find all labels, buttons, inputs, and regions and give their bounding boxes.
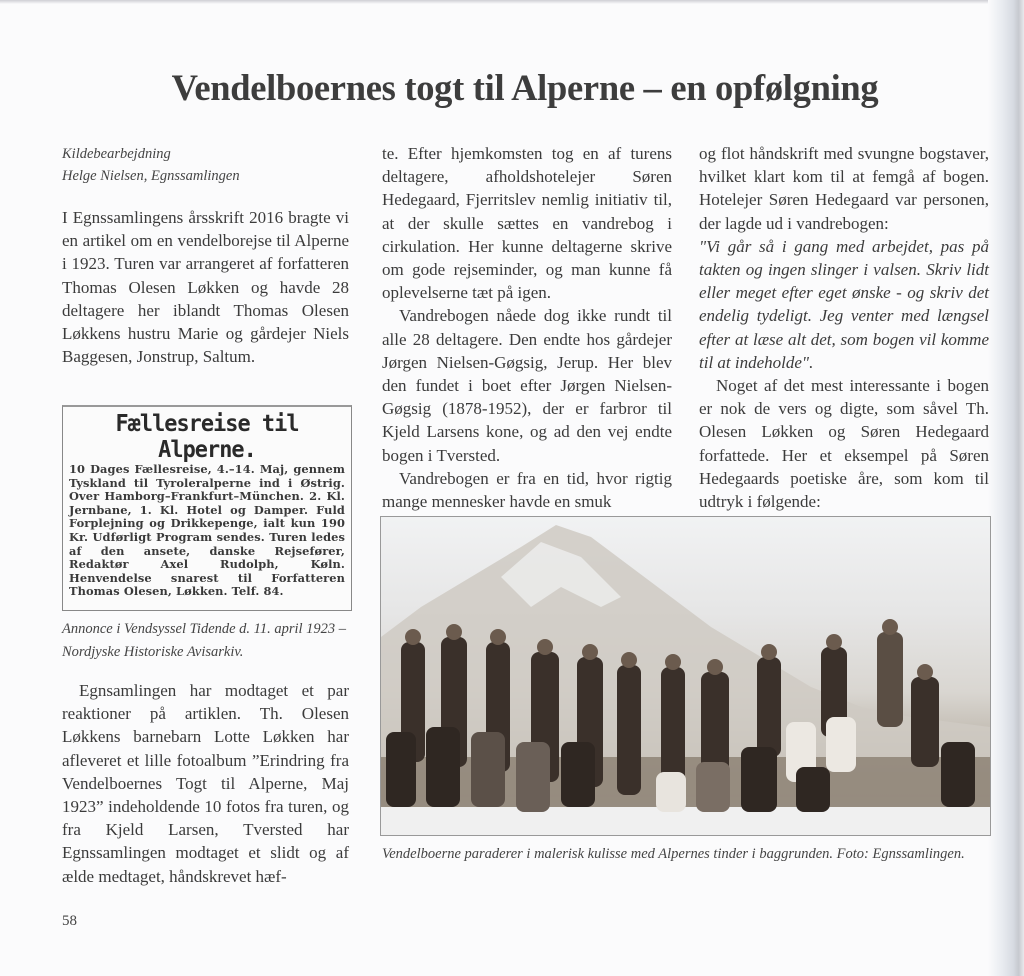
group-photo bbox=[380, 516, 991, 836]
paragraph-5: Noget af det mest interessante i bogen er nok de vers og digte, som såvel Th. Olesen Løkken og Søren Hedegaard forfattede. Her et eksempel på Søren Hedegaards poetiske åre, som kom til udtryk i følgende: bbox=[699, 376, 989, 512]
page-edge bbox=[0, 0, 1024, 4]
advertisement-body: 10 Dages Fællesreise, 4.–14. Maj, gennem Tyskland til Tyroleralperne ind i Østrig. Over Hamborg–Frankfurt–München. 2. Kl. Jernbane, 1. Kl. Hotel og Damper. Fuld Forplejning og Drikkepenge, ialt kun 190 Kr. Udførligt Program sendes. Turen ledes af den ansete, danske Rejsefører, Redaktør Axel Rudolph, Køln. Henvendelse snarest til Forfatteren Thomas Olesen, Løkken. Telf. 84. bbox=[69, 462, 345, 599]
photo-caption: Vendelboerne paraderer i malerisk kulisse med Alpernes tinder i baggrunden. Foto: Egnssamlingen. bbox=[382, 846, 965, 862]
paragraph-3: Vandrebogen nåede dog ikke rundt til alle 28 deltagere. Den endte hos gårdejer Jørgen Nielsen-Gøgsig, Jerup. Her blev den fundet i boet efter Jørgen Nielsen-Gøgsig (1878-1952), der er farbror til Kjeld Larsens kone, og ad den vej endte bogen i Tversted. bbox=[382, 306, 672, 465]
byline-category: Kildebearbejdning bbox=[62, 146, 171, 162]
book-spine-shadow bbox=[988, 0, 1024, 976]
column-1-continued bbox=[62, 679, 349, 888]
newspaper-advertisement bbox=[62, 405, 352, 611]
article-title: Vendelboernes togt til Alperne – en opfølgning bbox=[171, 67, 879, 108]
vandrebog-quote: "Vi går så i gang med arbejdet, pas på takten og ingen slinger i valsen. Skriv lidt eller meget efter eget ønske - og skriv det endelig tydeligt. Jeg venter med længsel efter at læse alt det, som bogen vil komme til at indeholde". bbox=[699, 236, 989, 372]
page-number: 58 bbox=[62, 913, 77, 929]
paragraph-4-start: Vandrebogen er fra en tid, hvor rigtig mange mennesker havde en smuk bbox=[382, 468, 672, 512]
intro-column bbox=[62, 206, 349, 368]
group-photo-illustration bbox=[381, 517, 990, 835]
advertisement-headline: Fællesreise til Alperne. bbox=[115, 411, 299, 463]
byline-author: Helge Nielsen, Egnssamlingen bbox=[62, 168, 240, 184]
paragraph-2-start: Egnsamlingen har modtaget et par reaktioner på artiklen. Th. Olesen Løkkens barnebarn Lotte Løkken har afleveret et lille fotoalbum ”Erindring fra Vendelboernes Togt til Alperne, Maj 1923” indeholdende 10 fotos fra turen, og fra Kjeld Larsen, Tversted har Egnssamlingen modtaget et slidt og af ælde medtaget, håndskrevet hæf- bbox=[62, 681, 349, 886]
advertisement-caption: Annonce i Vendsyssel Tidende d. 11. april 1923 – Nordjyske Historiske Avisarkiv. bbox=[62, 621, 347, 660]
foreground-snow bbox=[381, 807, 990, 835]
column-2 bbox=[382, 142, 672, 513]
byline bbox=[62, 143, 240, 187]
paragraph-4-end: og flot håndskrift med svungne bogstaver, hvilket klart kom til at femgå af bogen. Hotelejer Søren Hedegaard var personen, der lagde ud i vandrebogen: bbox=[699, 144, 989, 233]
paragraph-2-end: te. Efter hjemkomsten tog en af turens deltagere, afholdshotelejer Søren Hedegaard, Fjerritslev nemlig initiativ til, at der skulle sættes en vandrebog i cirkulation. Her kunne deltagerne skrive om gode rejseminder, og man kunne få oplevelserne tæt på igen. bbox=[382, 144, 672, 303]
intro-paragraph: I Egnssamlingens årsskrift 2016 bragte vi en artikel om en vendelborejse til Alperne i 1923. Turen var arrangeret af forfatteren Thomas Olesen Løkken og havde 28 deltagere her iblandt Thomas Olesen Løkkens hustru Marie og gårdejer Niels Baggesen, Jonstrup, Saltum. bbox=[62, 208, 349, 367]
column-3 bbox=[699, 142, 989, 513]
